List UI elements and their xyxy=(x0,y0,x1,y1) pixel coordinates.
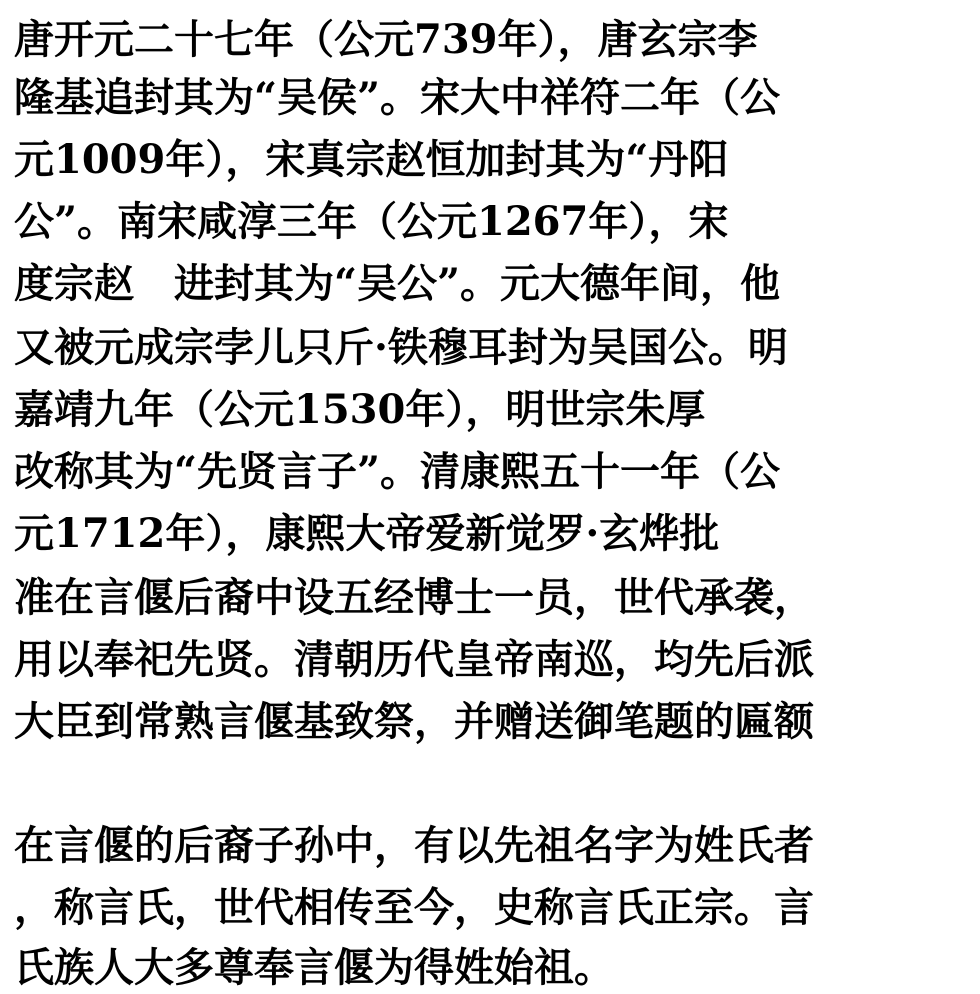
text-line: 隆基追封其为“吴侯”。宋大中祥符二年（公 xyxy=(14,74,781,121)
text-line: 公”。南宋咸淳三年（公元1267年），宋 xyxy=(14,198,729,245)
text-line: 氏族人大多尊奉言偃为得姓始祖。 xyxy=(14,944,614,991)
text-line: 在言偃的后裔子孙中，有以先祖名字为姓氏者 xyxy=(14,822,814,869)
text-line: 度宗赵 进封其为“吴公”。元大德年间，他 xyxy=(14,260,781,307)
text-line: 准在言偃后裔中设五经博士一员，世代承袭， xyxy=(14,574,814,621)
text-line: 又被元成宗孛儿只斤·铁穆耳封为吴国公。明 xyxy=(14,324,788,371)
text-line: 用以奉祀先贤。清朝历代皇帝南巡，均先后派 xyxy=(14,636,814,683)
text-line: 嘉靖九年（公元1530年），明世宗朱厚 xyxy=(14,386,706,433)
text-line: 元1712年），康熙大帝爱新觉罗·玄烨批 xyxy=(14,510,720,557)
text-line: 元1009年），宋真宗赵恒加封其为“丹阳 xyxy=(14,136,729,183)
text-line: 唐开元二十七年（公元739年），唐玄宗李 xyxy=(14,16,758,63)
text-line: ，称言氏，世代相传至今，史称言氏正宗。言 xyxy=(14,884,814,931)
text-line: 改称其为“先贤言子”。清康熙五十一年（公 xyxy=(14,448,781,495)
text-line: 大臣到常熟言偃基致祭，并赠送御笔题的匾额 xyxy=(14,698,814,745)
